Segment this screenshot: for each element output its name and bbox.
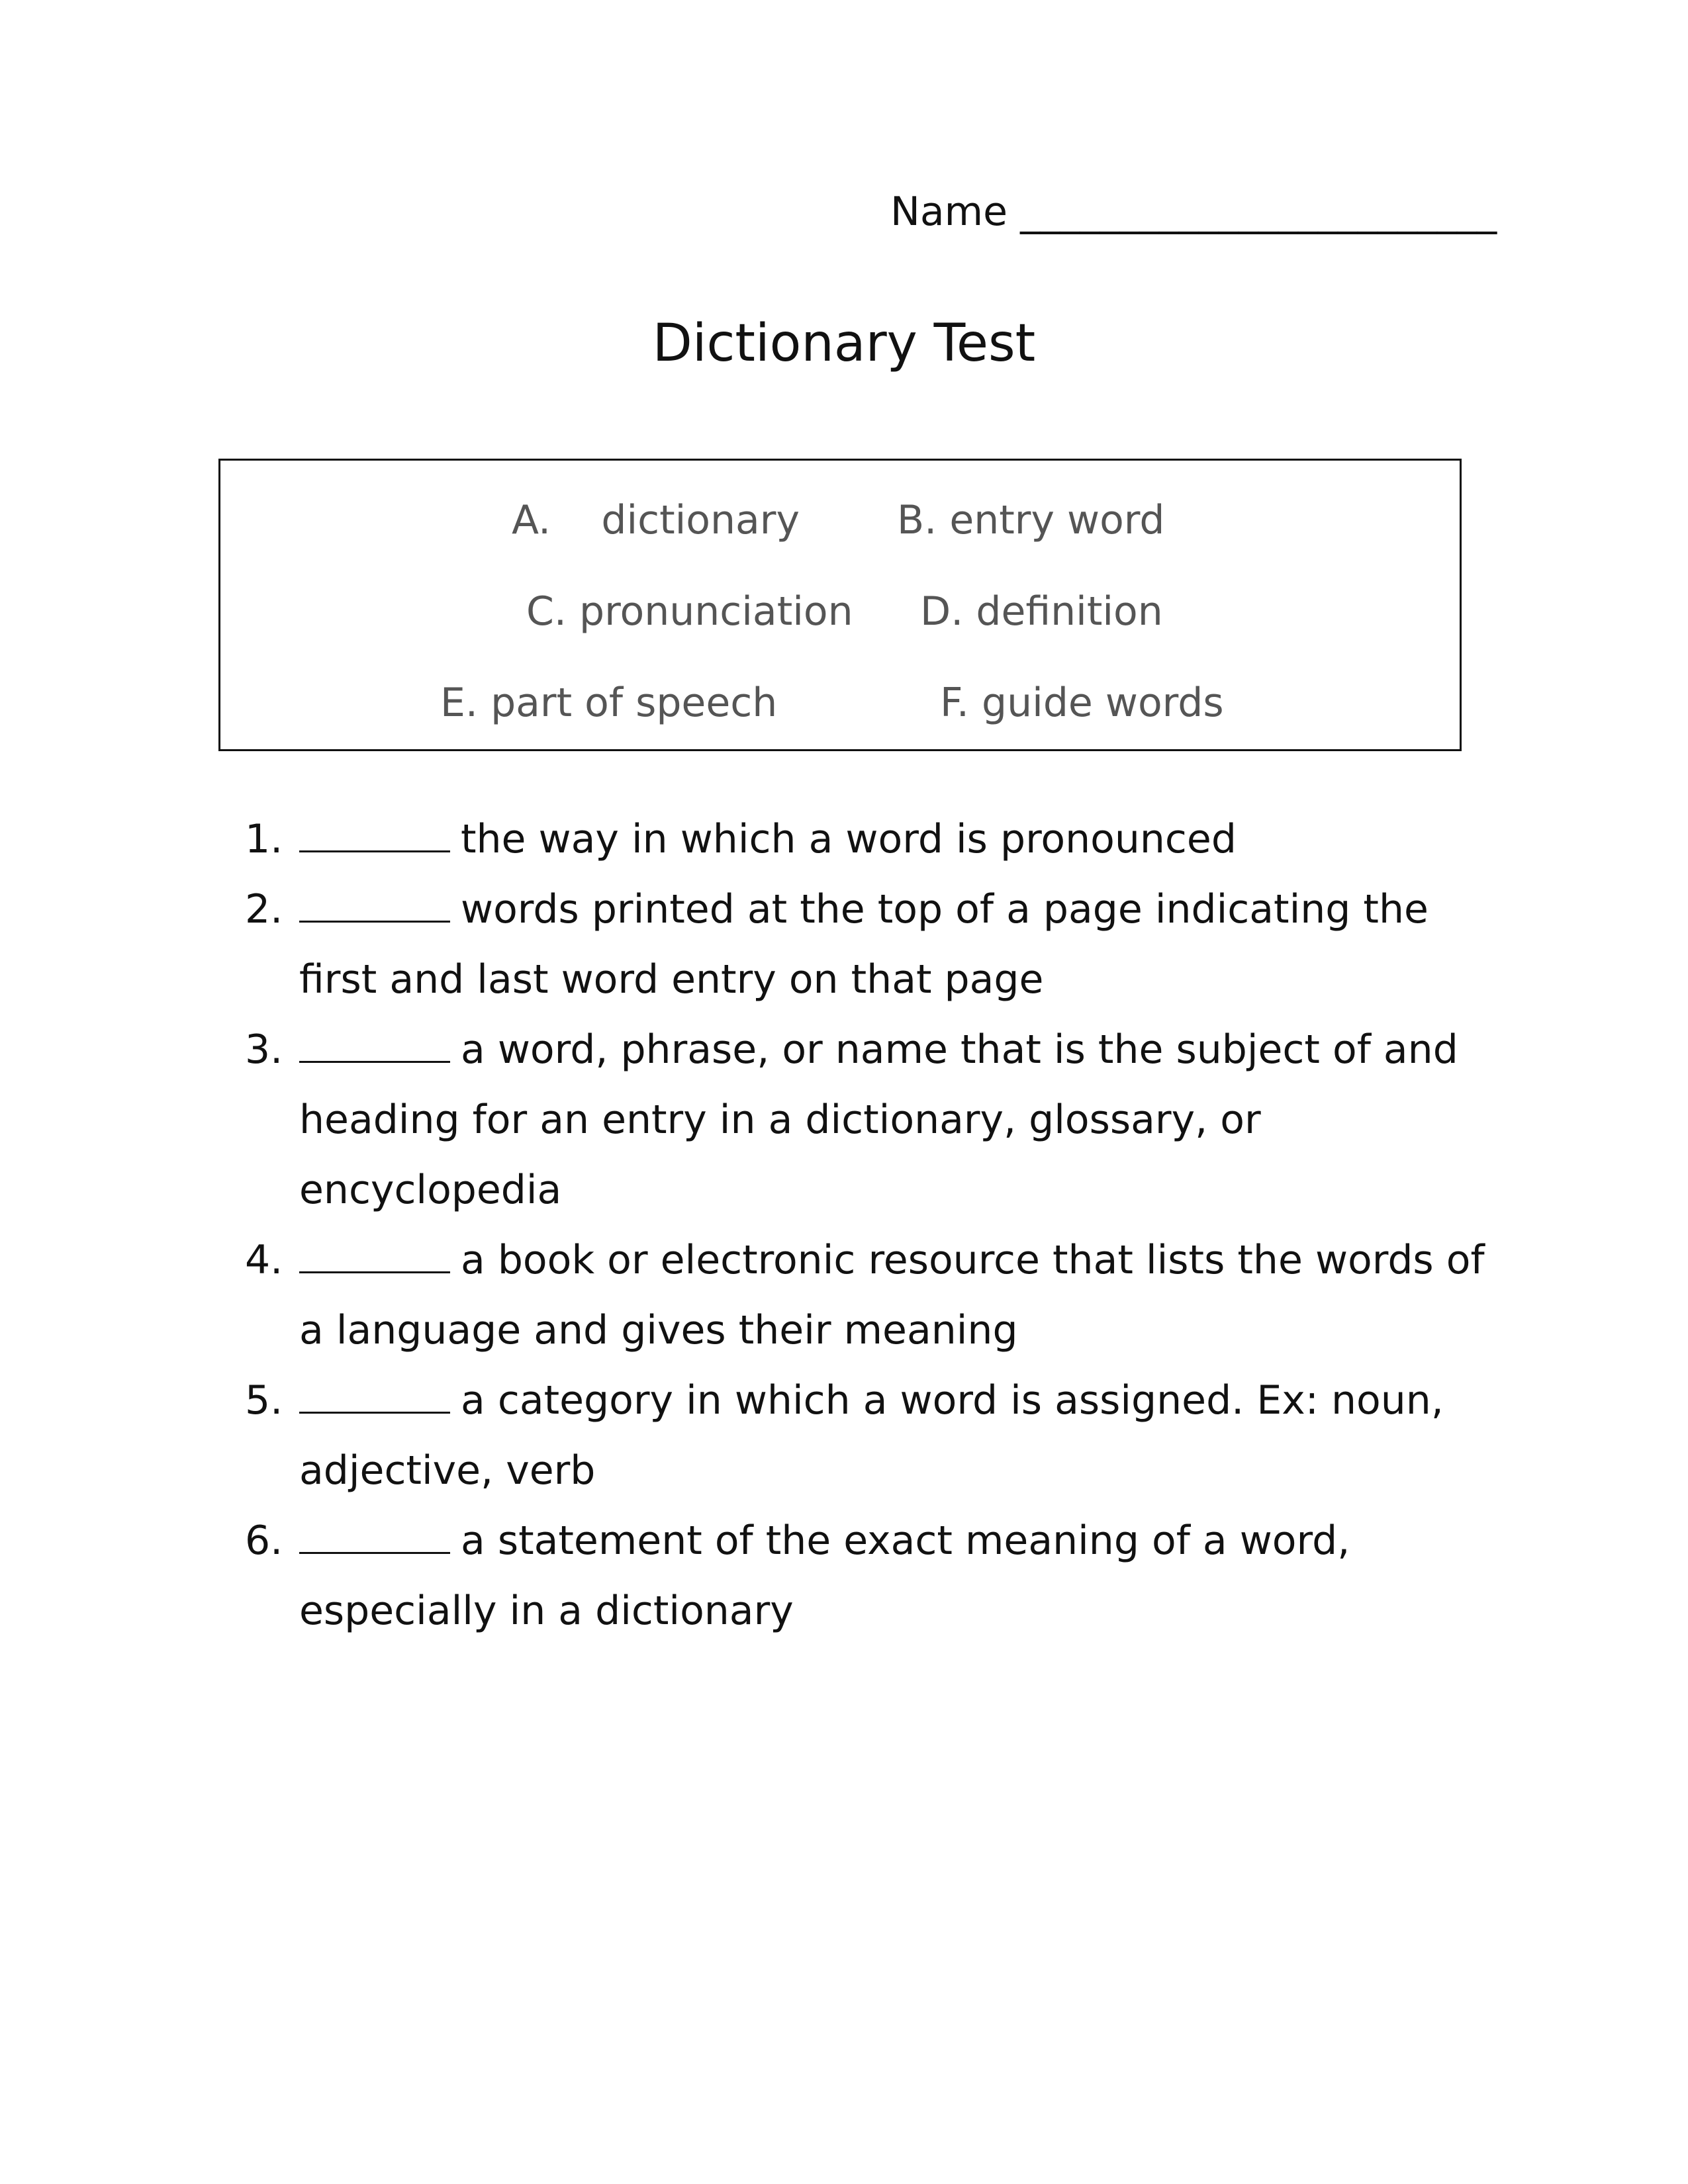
- answer-blank[interactable]: [299, 816, 450, 852]
- word-bank-letter: F.: [940, 680, 969, 726]
- name-label: Name: [890, 189, 1008, 235]
- word-bank-letter: B.: [897, 497, 937, 543]
- question-item: [245, 1365, 1489, 1506]
- word-bank-term: entry word: [949, 497, 1165, 543]
- question-text: the way in which a word is pronounced: [461, 816, 1237, 862]
- word-bank-item-b: [897, 497, 1165, 543]
- word-bank-term: definition: [976, 588, 1163, 635]
- question-item: [245, 1015, 1489, 1225]
- word-bank-letter: E.: [440, 680, 478, 726]
- answer-blank[interactable]: [299, 1518, 450, 1554]
- answer-blank[interactable]: [299, 1377, 450, 1414]
- word-bank-letter: C.: [526, 588, 567, 635]
- word-bank-item-f: [940, 680, 1224, 726]
- question-number: 5.: [245, 1377, 283, 1424]
- question-item: [245, 1506, 1489, 1646]
- word-bank-term: guide words: [982, 680, 1224, 726]
- word-bank-term: pronunciation: [579, 588, 853, 635]
- question-item: [245, 874, 1489, 1015]
- question-text: a book or electronic resource that lists the words of a language and gives their meaning: [299, 1237, 1485, 1353]
- question-number: 3.: [245, 1026, 283, 1073]
- word-bank-item-c: [526, 588, 853, 635]
- question-text: a statement of the exact meaning of a word, especially in a dictionary: [299, 1518, 1350, 1634]
- question-item: [245, 804, 1489, 874]
- question-text: a category in which a word is assigned. Ex: noun, adjective, verb: [299, 1377, 1444, 1494]
- answer-blank[interactable]: [299, 886, 450, 923]
- word-bank-letter: A.: [512, 497, 551, 543]
- word-bank-item-a: [512, 497, 800, 543]
- question-list: [245, 804, 1489, 1646]
- question-number: 4.: [245, 1237, 283, 1283]
- answer-blank[interactable]: [299, 1026, 450, 1063]
- answer-blank[interactable]: [299, 1237, 450, 1273]
- question-text: words printed at the top of a page indicating the first and last word entry on that page: [299, 886, 1429, 1003]
- name-field[interactable]: [890, 189, 1497, 235]
- word-bank-letter: D.: [920, 588, 964, 635]
- word-bank-term: part of speech: [491, 680, 778, 726]
- word-bank-item-d: [920, 588, 1163, 635]
- name-blank[interactable]: ________________________: [1020, 189, 1497, 235]
- word-bank: [218, 459, 1462, 751]
- word-bank-term: dictionary: [601, 497, 800, 543]
- question-number: 1.: [245, 816, 283, 862]
- question-text: a word, phrase, or name that is the subject of and heading for an entry in a dictionary, glossary, or encyclopedia: [299, 1026, 1458, 1213]
- question-item: [245, 1225, 1489, 1365]
- word-bank-item-e: [440, 680, 778, 726]
- question-number: 2.: [245, 886, 283, 933]
- page-title: Dictionary Test: [652, 314, 1036, 373]
- question-number: 6.: [245, 1518, 283, 1564]
